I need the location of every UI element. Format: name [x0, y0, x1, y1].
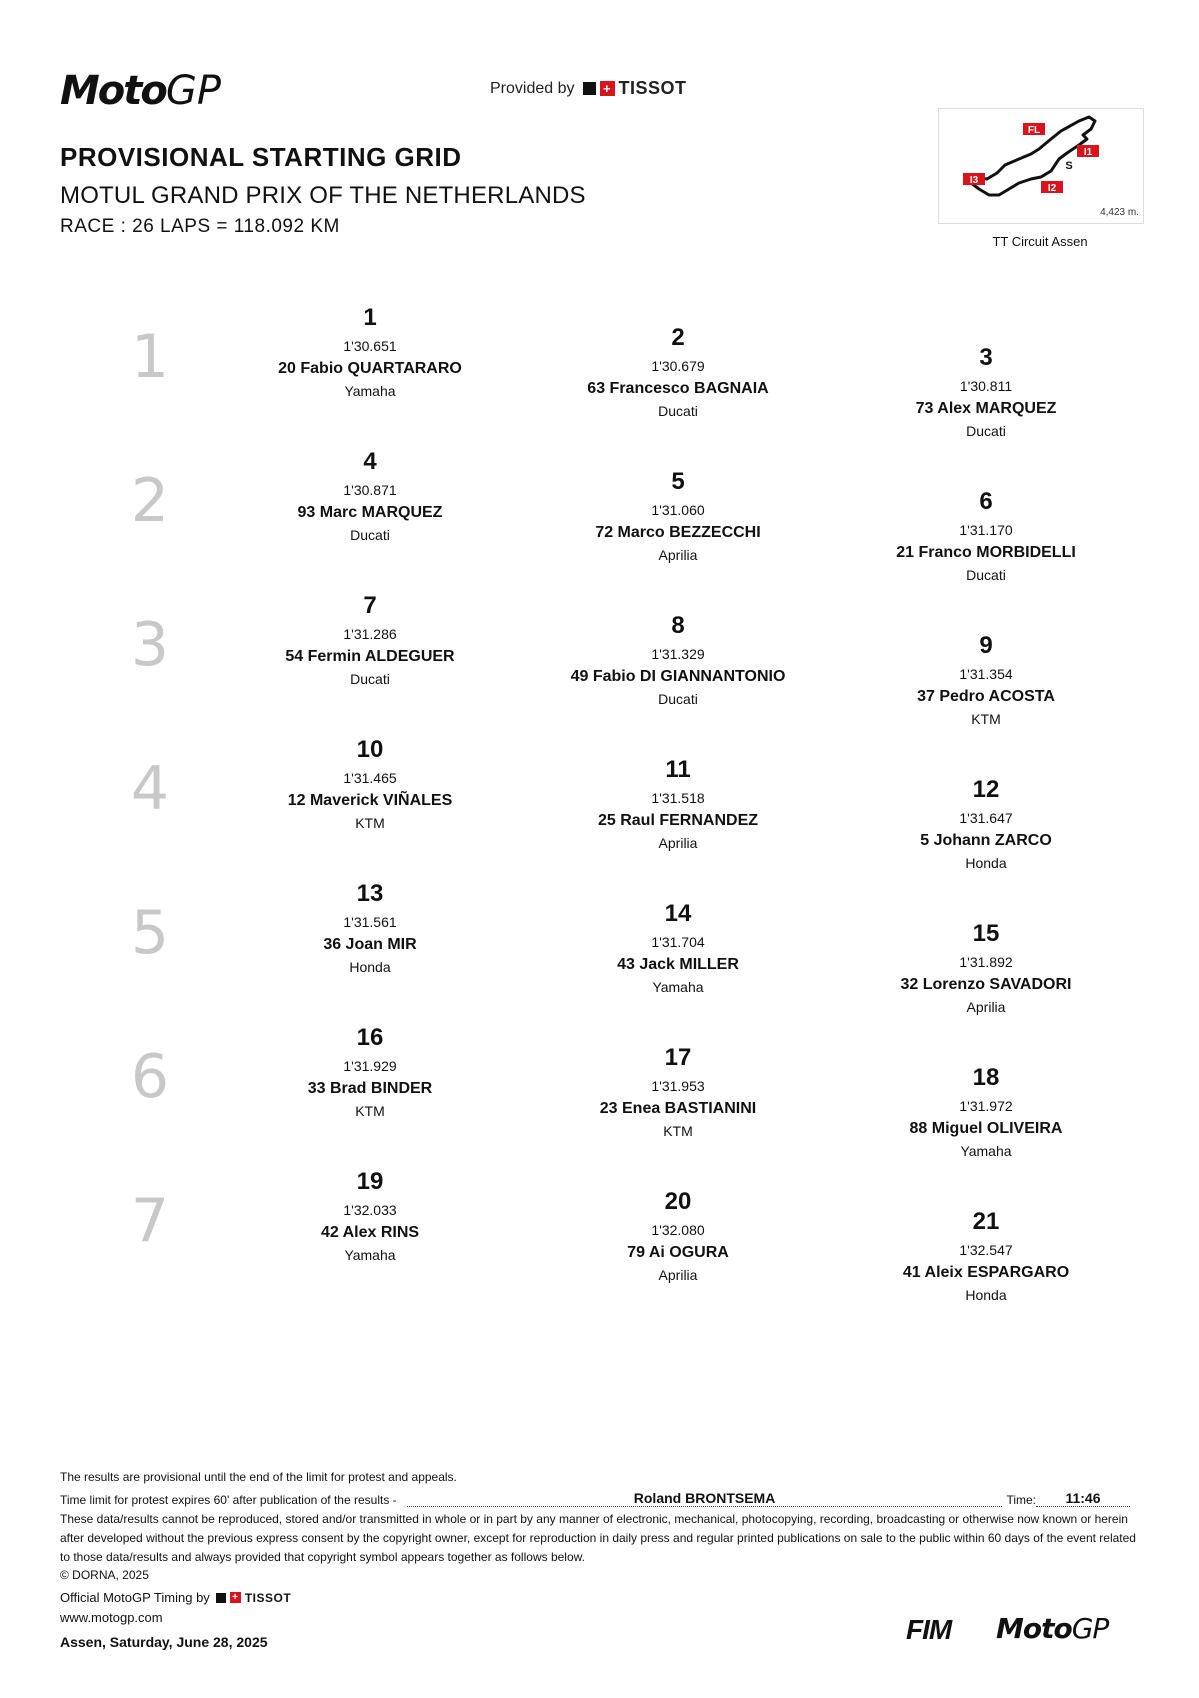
grid-slot — [528, 900, 828, 995]
tissot-t-icon — [583, 82, 596, 95]
lap-time: 1'31.060 — [651, 502, 705, 518]
race-info: RACE : 26 LAPS = 118.092 KM — [60, 216, 340, 237]
rider-name: 79 Ai OGURA — [627, 1244, 729, 1261]
grid-slot — [836, 344, 1136, 439]
lap-time: 1'31.972 — [959, 1098, 1013, 1114]
rider-name: 23 Enea BASTIANINI — [599, 1100, 757, 1117]
rider-name: 5 Johann ZARCO — [920, 832, 1052, 849]
sector-fl-label: FL — [1027, 125, 1041, 136]
rider-name: 43 Jack MILLER — [617, 956, 739, 973]
rider-name: 33 Brad BINDER — [307, 1080, 433, 1097]
grid-row-number: 2 — [130, 466, 170, 536]
lap-time: 1'31.329 — [651, 646, 705, 662]
grid-slot — [528, 612, 828, 707]
sector-i3-label: I3 — [969, 175, 979, 186]
rider-name: 73 Alex MARQUEZ — [915, 400, 1057, 417]
manufacturer: Ducati — [350, 671, 390, 687]
provisional-note: The results are provisional until the end of the limit for protest and appeals. — [60, 1470, 457, 1484]
grid-position: 11 — [665, 756, 691, 783]
grid-slot — [220, 880, 520, 975]
manufacturer: Ducati — [966, 567, 1006, 583]
grid-position: 14 — [664, 900, 692, 927]
rider-name: 20 Fabio QUARTARARO — [278, 360, 462, 377]
lap-time: 1'32.080 — [651, 1222, 705, 1238]
tissot-logo — [583, 78, 687, 99]
manufacturer: Ducati — [966, 423, 1006, 439]
grid-slot — [220, 448, 520, 543]
manufacturer: Yamaha — [652, 979, 704, 995]
grid-slot — [528, 324, 828, 419]
grid-slot — [836, 920, 1136, 1015]
time-label: Time: — [1006, 1493, 1036, 1507]
manufacturer: KTM — [971, 711, 1001, 727]
sector-i1-label: I1 — [1083, 147, 1093, 158]
grid-slot — [836, 632, 1136, 727]
website: www.motogp.com — [60, 1610, 163, 1625]
provided-by-label: Provided by — [490, 79, 575, 97]
grid-slot — [220, 1024, 520, 1119]
lap-time: 1'31.465 — [343, 770, 397, 786]
provided-by — [490, 78, 687, 99]
official-name: Roland BRONTSEMA — [407, 1490, 1003, 1507]
manufacturer: Yamaha — [960, 1143, 1012, 1159]
manufacturer: KTM — [663, 1123, 693, 1139]
grid-row-number: 3 — [130, 610, 170, 680]
lap-time: 1'31.953 — [651, 1078, 705, 1094]
manufacturer: Honda — [349, 959, 391, 975]
circuit-map — [938, 108, 1144, 224]
grid-position: 6 — [979, 488, 993, 515]
motogp-logo: MotoGP — [60, 68, 222, 114]
manufacturer: Aprilia — [658, 547, 698, 563]
rider-name: 37 Pedro ACOSTA — [917, 688, 1055, 705]
rider-name: 63 Francesco BAGNAIA — [587, 380, 769, 397]
tissot-small-logo — [216, 1591, 291, 1605]
manufacturer: Ducati — [658, 403, 698, 419]
tissot-cross-small-icon: + — [230, 1592, 241, 1603]
fim-logo: FIM — [906, 1614, 952, 1645]
grid-row-number: 5 — [130, 898, 170, 968]
manufacturer: Yamaha — [344, 383, 396, 399]
rider-name: 54 Fermin ALDEGUER — [285, 648, 455, 665]
lap-time: 1'31.929 — [343, 1058, 397, 1074]
time-value: 11:46 — [1036, 1490, 1130, 1507]
grid-slot — [528, 1044, 828, 1139]
grid-position: 8 — [671, 612, 685, 639]
lap-time: 1'31.170 — [959, 522, 1013, 538]
location-date: Assen, Saturday, June 28, 2025 — [60, 1634, 268, 1650]
lap-time: 1'31.647 — [959, 810, 1013, 826]
grid-position: 3 — [979, 344, 993, 371]
grid-slot — [836, 1208, 1136, 1303]
lap-time: 1'30.871 — [343, 482, 397, 498]
grid-slot — [220, 304, 520, 399]
grid-slot — [220, 736, 520, 831]
manufacturer: Ducati — [350, 527, 390, 543]
lap-time: 1'31.354 — [959, 666, 1013, 682]
timing-by-label: Official MotoGP Timing by — [60, 1590, 210, 1605]
rider-name: 41 Aleix ESPARGARO — [902, 1264, 1070, 1281]
manufacturer: KTM — [355, 1103, 385, 1119]
lap-time: 1'31.892 — [959, 954, 1013, 970]
grid-position: 20 — [664, 1188, 692, 1215]
grid-slot — [220, 592, 520, 687]
grid-position: 16 — [356, 1024, 384, 1051]
tissot-small-wordmark: TISSOT — [244, 1590, 292, 1605]
page-title: PROVISIONAL STARTING GRID — [60, 142, 462, 172]
manufacturer: KTM — [355, 815, 385, 831]
lap-time: 1'31.286 — [343, 626, 397, 642]
tissot-wordmark: TISSOT — [618, 78, 687, 98]
grid-slot — [220, 1168, 520, 1263]
grid-row-number: 1 — [130, 322, 170, 392]
copyright-text: These data/results cannot be reproduced, stored and/or transmitted in whole or in part by any manner of electronic, mechanical, photocopying, recording, broadcasting or otherwise now known or herein after developed without the previous express consent by the copyright owner, except for reproduction in daily press and regular printed publications on sale to the public within 60 days of the event related to those data/results and always provided that copyright symbol appears together as follows below. — [60, 1512, 1136, 1564]
rider-name: 25 Raul FERNANDEZ — [597, 812, 759, 829]
circuit-name: TT Circuit Assen — [992, 234, 1088, 249]
sector-s-label: S — [1065, 160, 1073, 172]
manufacturer: Ducati — [658, 691, 698, 707]
rider-name: 21 Franco MORBIDELLI — [896, 544, 1076, 561]
rider-name: 72 Marco BEZZECCHI — [595, 524, 761, 541]
tissot-cross-icon: + — [600, 81, 615, 96]
grid-position: 17 — [664, 1044, 692, 1071]
grid-slot — [836, 776, 1136, 871]
grid-position: 10 — [356, 736, 384, 763]
grid-slot — [528, 756, 828, 851]
grid-slot — [528, 468, 828, 563]
grid-row-number: 7 — [130, 1186, 170, 1256]
sector-i2-label: I2 — [1047, 183, 1057, 194]
grid-position: 12 — [972, 776, 1000, 803]
grid-position: 21 — [972, 1208, 1000, 1235]
timing-by — [60, 1590, 291, 1605]
manufacturer: Aprilia — [658, 1267, 698, 1283]
event-name: MOTUL GRAND PRIX OF THE NETHERLANDS — [60, 182, 586, 209]
grid-position: 9 — [979, 632, 993, 659]
circuit-length: 4,423 m. — [1100, 207, 1139, 218]
grid-position: 19 — [356, 1168, 384, 1195]
manufacturer: Aprilia — [658, 835, 698, 851]
manufacturer: Aprilia — [966, 999, 1006, 1015]
motogp-bottom-logo: MotoGP — [996, 1612, 1109, 1645]
grid-position: 18 — [972, 1064, 1000, 1091]
protest-line — [60, 1490, 1130, 1507]
manufacturer: Honda — [965, 1287, 1007, 1303]
grid-slot — [528, 1188, 828, 1283]
protest-note: Time limit for protest expires 60' after publication of the results - — [60, 1493, 397, 1507]
lap-time: 1'31.561 — [343, 914, 397, 930]
copyright-owner: © DORNA, 2025 — [60, 1568, 149, 1582]
grid-slot — [836, 488, 1136, 583]
rider-name: 42 Alex RINS — [320, 1224, 420, 1241]
grid-position: 1 — [363, 304, 377, 331]
rider-name: 93 Marc MARQUEZ — [297, 504, 443, 521]
manufacturer: Yamaha — [344, 1247, 396, 1263]
circuit-map-svg — [939, 109, 1143, 223]
grid-position: 15 — [972, 920, 1000, 947]
grid-row-number: 6 — [130, 1042, 170, 1112]
lap-time: 1'31.704 — [651, 934, 705, 950]
grid-position: 7 — [363, 592, 377, 619]
grid-position: 5 — [671, 468, 685, 495]
rider-name: 49 Fabio DI GIANNANTONIO — [570, 668, 786, 685]
grid-row-number: 4 — [130, 754, 170, 824]
grid-position: 4 — [363, 448, 377, 475]
lap-time: 1'30.811 — [959, 378, 1013, 394]
grid-slot — [836, 1064, 1136, 1159]
rider-name: 36 Joan MIR — [323, 936, 417, 953]
grid-position: 13 — [356, 880, 384, 907]
rider-name: 32 Lorenzo SAVADORI — [900, 976, 1072, 993]
grid-position: 2 — [671, 324, 685, 351]
lap-time: 1'32.033 — [343, 1202, 397, 1218]
rider-name: 12 Maverick VIÑALES — [287, 792, 453, 809]
rider-name: 88 Miguel OLIVEIRA — [909, 1120, 1063, 1137]
lap-time: 1'32.547 — [959, 1242, 1013, 1258]
tissot-t-small-icon — [216, 1593, 226, 1603]
lap-time: 1'31.518 — [651, 790, 705, 806]
lap-time: 1'30.679 — [651, 358, 705, 374]
manufacturer: Honda — [965, 855, 1007, 871]
lap-time: 1'30.651 — [343, 338, 397, 354]
